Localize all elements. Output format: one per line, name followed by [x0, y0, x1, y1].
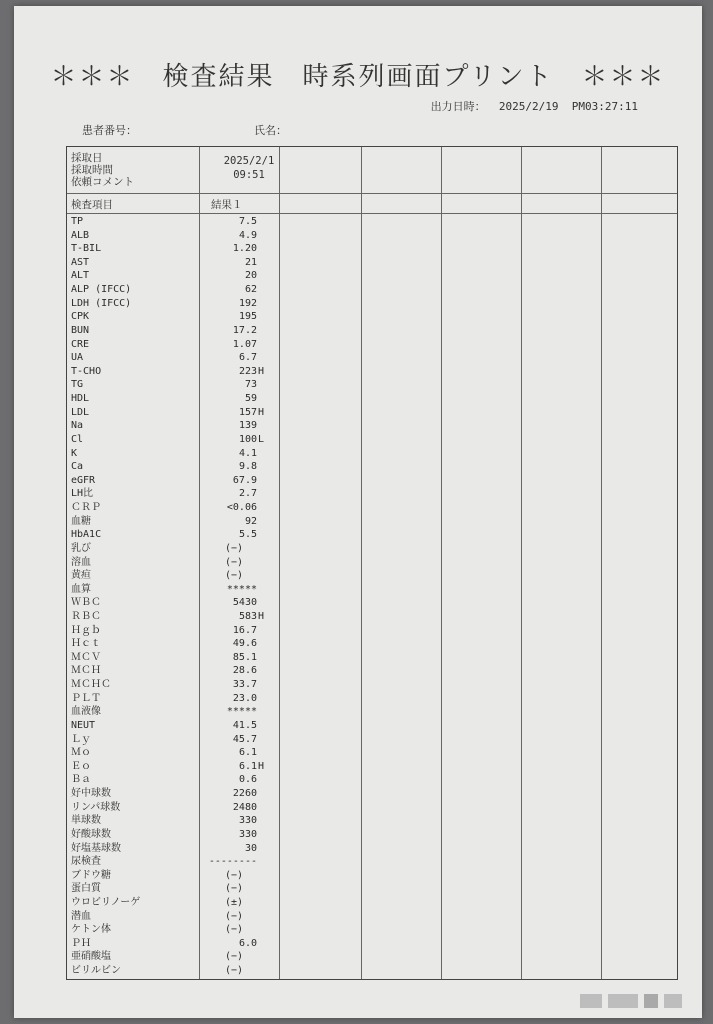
test-item-label: Ｍｏ	[71, 747, 91, 759]
test-item-label: ＲＢＣ	[71, 610, 101, 622]
test-item-label: LH比	[71, 488, 94, 500]
test-result-value: 21	[244, 256, 257, 268]
test-item-label: ケトン体	[71, 924, 111, 936]
test-item-label: リンパ球数	[71, 801, 121, 813]
test-result-value: (−)	[224, 883, 243, 895]
table-row	[67, 419, 257, 433]
column-divider	[279, 147, 280, 979]
table-row	[67, 801, 257, 815]
output-time: PM03:27:11	[571, 100, 638, 113]
table-row	[67, 406, 265, 420]
table-row	[67, 528, 257, 542]
test-result-value: (−)	[224, 869, 243, 881]
test-item-label: 乳び	[71, 542, 91, 554]
patient-number-label: 患者番号：	[82, 124, 137, 137]
table-row	[67, 760, 265, 774]
test-result-value: --------	[208, 856, 257, 868]
test-result-value: 6.1	[238, 760, 257, 772]
table-row	[67, 256, 257, 270]
test-item-label: ＭＣＶ	[71, 651, 101, 663]
test-result-value: 192	[238, 297, 257, 309]
test-item-label: CRE	[71, 338, 90, 350]
test-item-label: 好中球数	[71, 788, 111, 800]
output-date: 2025/2/19	[498, 100, 559, 113]
test-item-label: ALT	[71, 270, 90, 282]
table-row	[67, 365, 265, 379]
table-row	[67, 964, 257, 978]
table-row	[67, 651, 257, 665]
test-result-value: 0.6	[238, 774, 257, 786]
test-result-value: 1.07	[232, 338, 257, 350]
test-item-label: ALB	[71, 229, 90, 241]
test-item-label: ＭＣＨ	[71, 665, 101, 677]
test-result-value: 2480	[232, 801, 257, 813]
test-item-label: AST	[71, 256, 90, 268]
sample-date-value: 2025/2/1	[223, 155, 275, 167]
test-item-label: Ｂａ	[71, 774, 91, 786]
test-item-label: 血糖	[71, 515, 91, 527]
test-item-label: BUN	[71, 324, 90, 336]
test-result-value: (−)	[224, 910, 243, 922]
table-row	[67, 283, 257, 297]
table-row	[67, 678, 257, 692]
test-result-value: 16.7	[232, 624, 257, 636]
test-result-value: (−)	[224, 556, 243, 568]
table-row	[67, 882, 257, 896]
test-result-value: 2.7	[238, 488, 257, 500]
test-item-label: Ｈｃｔ	[71, 638, 101, 650]
test-result-value: 85.1	[232, 651, 257, 663]
test-item-label: LDL	[71, 406, 90, 418]
sample-time-label: 採取時間	[71, 164, 113, 176]
test-item-label: ALP (IFCC)	[71, 284, 132, 296]
test-result-value: *****	[226, 706, 257, 718]
test-item-label: ＣＲＰ	[71, 502, 101, 514]
test-item-label: eGFR	[71, 474, 96, 486]
test-item-label: 尿検査	[71, 856, 101, 868]
table-row	[67, 869, 257, 883]
table-row	[67, 378, 257, 392]
table-row	[67, 787, 257, 801]
table-row	[67, 596, 257, 610]
test-result-value: 5430	[232, 597, 257, 609]
test-result-value: 223	[238, 365, 257, 377]
table-row	[67, 610, 265, 624]
column-divider	[361, 147, 362, 979]
abnormal-flag: H	[258, 610, 265, 622]
document-title: ＊＊＊ 検査結果 時系列画面プリント ＊＊＊	[50, 62, 666, 92]
test-item-label: Ｌｙ	[71, 733, 91, 745]
table-row	[67, 269, 257, 283]
test-result-value: 330	[238, 828, 257, 840]
watermark-blur	[580, 994, 690, 1010]
column-divider	[441, 147, 442, 979]
test-item-label: ＭＣＨＣ	[71, 679, 111, 691]
table-row	[67, 515, 257, 529]
table-row	[67, 447, 257, 461]
test-result-value: 4.9	[238, 229, 257, 241]
test-result-value: (−)	[224, 542, 243, 554]
test-item-label: ＰＬＴ	[71, 692, 101, 704]
test-item-label: K	[71, 447, 78, 459]
header-divider	[67, 213, 677, 214]
test-item-label: Cl	[71, 433, 84, 445]
test-item-label: 潜血	[71, 910, 91, 922]
test-item-label: ブドウ糖	[71, 869, 111, 881]
comment-label: 依頼コメント	[71, 176, 134, 188]
test-result-value: 30	[244, 842, 257, 854]
test-item-label: T-CHO	[71, 365, 102, 377]
table-row	[67, 773, 257, 787]
output-datetime-label: 出力日時：	[430, 100, 486, 113]
test-result-value: 92	[244, 515, 257, 527]
table-row	[67, 351, 257, 365]
table-row	[67, 910, 257, 924]
abnormal-flag: H	[258, 406, 265, 418]
test-result-value: 41.5	[232, 719, 257, 731]
test-result-value: 62	[244, 284, 257, 296]
results-table	[66, 146, 678, 980]
sample-date-label: 採取日	[71, 152, 103, 164]
test-item-label: 血液像	[71, 706, 101, 718]
result-column-header: 結果１	[211, 199, 243, 211]
test-result-value: 583	[238, 610, 257, 622]
test-item-label: 単球数	[71, 815, 101, 827]
test-item-label: LDH (IFCC)	[71, 297, 132, 309]
test-item-label: HbA1C	[71, 529, 102, 541]
test-item-label: ＷＢＣ	[71, 597, 101, 609]
test-result-value: 67.9	[232, 474, 257, 486]
table-row	[67, 569, 257, 583]
table-row	[67, 242, 257, 256]
abnormal-flag: H	[258, 760, 265, 772]
table-row	[67, 474, 257, 488]
test-item-label: Ｅｏ	[71, 760, 91, 772]
test-result-value: <0.06	[226, 502, 257, 514]
test-result-value: 330	[238, 815, 257, 827]
test-item-label: 亜硝酸塩	[71, 951, 111, 963]
table-row	[67, 733, 257, 747]
header-divider	[67, 193, 677, 194]
test-result-value: 195	[238, 311, 257, 323]
table-row	[67, 556, 257, 570]
output-datetime	[431, 98, 638, 114]
test-item-label: 蛋白質	[71, 883, 101, 895]
table-row	[67, 392, 257, 406]
table-row	[67, 923, 257, 937]
table-row	[67, 487, 257, 501]
table-row	[67, 338, 257, 352]
test-item-label: TG	[71, 379, 84, 391]
test-result-value: 1.20	[232, 243, 257, 255]
test-result-value: 6.1	[238, 747, 257, 759]
test-item-label: NEUT	[71, 719, 96, 731]
test-result-value: (−)	[224, 951, 243, 963]
test-result-value: 17.2	[232, 324, 257, 336]
test-item-label: 好酸球数	[71, 828, 111, 840]
test-result-value: 157	[238, 406, 257, 418]
test-item-label: UA	[71, 352, 84, 364]
table-row	[67, 433, 265, 447]
test-result-value: 2260	[232, 788, 257, 800]
table-row	[67, 229, 257, 243]
table-row	[67, 937, 257, 951]
table-row	[67, 814, 257, 828]
abnormal-flag: L	[258, 433, 265, 445]
table-row	[67, 705, 257, 719]
table-row	[67, 719, 257, 733]
column-divider	[521, 147, 522, 979]
patient-name-label: 氏名：	[254, 124, 287, 137]
test-item-label: 血算	[71, 583, 91, 595]
table-row	[67, 664, 257, 678]
test-result-value: 5.5	[238, 529, 257, 541]
test-result-value: 45.7	[232, 733, 257, 745]
test-result-value: (−)	[224, 924, 243, 936]
test-result-value: 9.8	[238, 461, 257, 473]
sample-time-value: 09:51	[233, 169, 265, 181]
abnormal-flag: H	[258, 365, 265, 377]
table-row	[67, 896, 257, 910]
table-row	[67, 637, 257, 651]
table-row	[67, 310, 257, 324]
table-row	[67, 501, 257, 515]
table-row	[67, 950, 257, 964]
table-row	[67, 842, 257, 856]
test-item-label: Ca	[71, 461, 84, 473]
test-result-value: 33.7	[232, 679, 257, 691]
table-row	[67, 542, 257, 556]
test-item-label: 好塩基球数	[71, 842, 121, 854]
test-item-label: CPK	[71, 311, 90, 323]
paper-sheet	[14, 6, 702, 1018]
test-item-label: TP	[71, 216, 84, 227]
table-row	[67, 692, 257, 706]
test-result-value: 73	[244, 379, 257, 391]
test-item-label: ＰＨ	[71, 937, 91, 949]
test-result-value: 100	[238, 433, 257, 445]
test-item-label: Ｈｇｂ	[71, 624, 101, 636]
test-result-value: 20	[244, 270, 257, 282]
test-result-value: 28.6	[232, 665, 257, 677]
test-result-value: 4.1	[238, 447, 257, 459]
test-result-value: (−)	[224, 570, 243, 582]
table-row	[67, 746, 257, 760]
table-row	[67, 215, 257, 229]
test-result-value: (−)	[224, 965, 243, 977]
test-result-value: 23.0	[232, 692, 257, 704]
item-column-header: 検査項目	[71, 199, 113, 211]
test-result-value: (±)	[224, 897, 243, 908]
test-result-value: 6.0	[238, 937, 257, 949]
test-item-label: ウロビリノーゲ	[71, 897, 141, 908]
test-item-label: HDL	[71, 393, 90, 405]
table-row	[67, 855, 257, 869]
table-row	[67, 324, 257, 338]
table-row	[67, 828, 257, 842]
test-result-value: 59	[244, 393, 257, 405]
test-item-label: 溶血	[71, 556, 91, 568]
test-result-value: 49.6	[232, 638, 257, 650]
test-result-value: 6.7	[238, 352, 257, 364]
table-row	[67, 297, 257, 311]
test-item-label: T-BIL	[71, 243, 102, 255]
table-row	[67, 624, 257, 638]
table-row	[67, 583, 257, 597]
test-result-value: 139	[238, 420, 257, 432]
test-result-value: *****	[226, 583, 257, 595]
test-item-label: 黄疸	[71, 570, 91, 582]
test-item-label: ビリルビン	[71, 965, 121, 977]
test-item-label: Na	[71, 420, 84, 432]
column-divider	[601, 147, 602, 979]
table-row	[67, 460, 257, 474]
test-result-value: 7.5	[238, 216, 257, 227]
